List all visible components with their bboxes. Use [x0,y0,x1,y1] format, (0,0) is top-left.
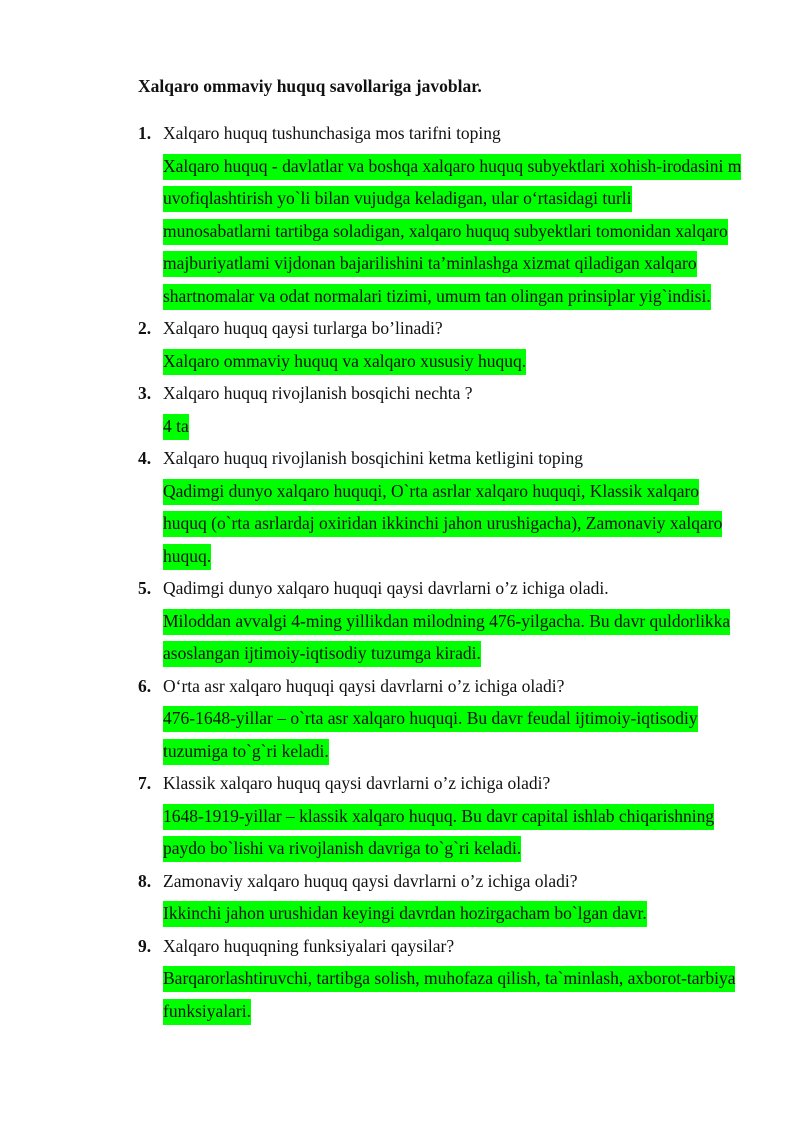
item-number: 3. [138,383,152,403]
question-text: Qadimgi dunyo xalqaro huquqi qaysi davrlarni o’z ichiga oladi. [163,578,609,598]
qa-item-2 [138,312,748,377]
answer-text: Xalqaro huquq - davlatlar va boshqa xalqaro huquq subyektlari xohish-irodasini m uvofiqlashtirish yo`li bilan vujudga keladigan, ular o‘rtasidagi turli munosabatlarni tartibga soladigan, xalqaro huquq subyektlari tomonidan xalqaro majburiyatlami vijdonan bajarilishini ta’minlashga xizmat qiladigan xalqaro shartnomalar va odat normalari tizimi, umum tan olingan prinsiplar yig`indisi. [163,154,741,310]
answer-text: Ikkinchi jahon urushidan keyingi davrdan hozirgacham bo`lgan davr. [163,901,647,927]
item-number: 4. [138,448,152,468]
qa-item-6 [138,670,748,768]
answer-text: Qadimgi dunyo xalqaro huquqi, O`rta asrlar xalqaro huquqi, Klassik xalqaro huquq (o`rta asrlardaj oxiridan ikkinchi jahon urushigacha), Zamonaviy xalqaro huquq. [163,479,722,570]
question-text: Xalqaro huquqning funksiyalari qaysilar? [163,935,455,956]
qa-item-8 [138,865,748,930]
item-number: 8. [138,870,152,891]
qa-item-4 [138,442,748,572]
question-text: Xalqaro huquq rivojlanish bosqichini ketma ketligini toping [163,448,583,468]
question-text: Zamonaviy xalqaro huquq qaysi davrlarni o’z ichiga oladi? [163,870,578,891]
answer-block [163,410,743,443]
answer-block [163,475,743,573]
answer-block [163,345,743,378]
item-number: 2. [138,318,152,338]
qa-list [138,117,748,1027]
answer-text: Barqarorlashtiruvchi, tartibga solish, muhofaza qilish, ta`minlash, axborot-tarbiya funksiyalari. [163,966,735,1025]
answer-text: 476-1648-yillar – o`rta asr xalqaro huquqi. Bu davr feudal ijtimoiy-iqtisodiy tuzumiga to`g`ri keladi. [163,706,698,765]
answer-block [163,150,743,313]
qa-item-3 [138,377,748,442]
answer-text: Xalqaro ommaviy huquq va xalqaro xususiy huquq. [163,349,526,375]
answer-block [163,962,743,1027]
answer-block [163,605,743,670]
item-number: 9. [138,935,152,956]
answer-text: Miloddan avvalgi 4-ming yillikdan milodning 476-yilgacha. Bu davr quldorlikka asoslangan ijtimoiy-iqtisodiy tuzumga kiradi. [163,609,730,668]
answer-text: 1648-1919-yillar – klassik xalqaro huquq. Bu davr capital ishlab chiqarishning paydo bo`lishi va rivojlanish davriga to`g`ri keladi. [163,804,714,863]
qa-item-5 [138,572,748,670]
item-number: 5. [138,578,152,598]
answer-text: 4 ta [163,414,189,440]
qa-item-1 [138,117,748,312]
answer-block [163,800,743,865]
question-text: Klassik xalqaro huquq qaysi davrlarni o’z ichiga oladi? [163,773,551,793]
answer-block [163,897,743,930]
document-title: Xalqaro ommaviy huquq savollariga javoblar. [138,76,482,96]
qa-item-7 [138,767,748,865]
item-number: 1. [138,123,152,143]
item-number: 6. [138,675,152,696]
question-text: Xalqaro huquq tushunchasiga mos tarifni toping [163,123,501,143]
qa-item-9 [138,930,748,1028]
question-text: Xalqaro huquq rivojlanish bosqichi nechta ? [163,383,473,403]
question-text: Xalqaro huquq qaysi turlarga bo’linadi? [163,318,443,338]
answer-block [163,702,743,767]
question-text: O‘rta asr xalqaro huquqi qaysi davrlarni o’z ichiga oladi? [163,675,565,696]
item-number: 7. [138,773,152,793]
